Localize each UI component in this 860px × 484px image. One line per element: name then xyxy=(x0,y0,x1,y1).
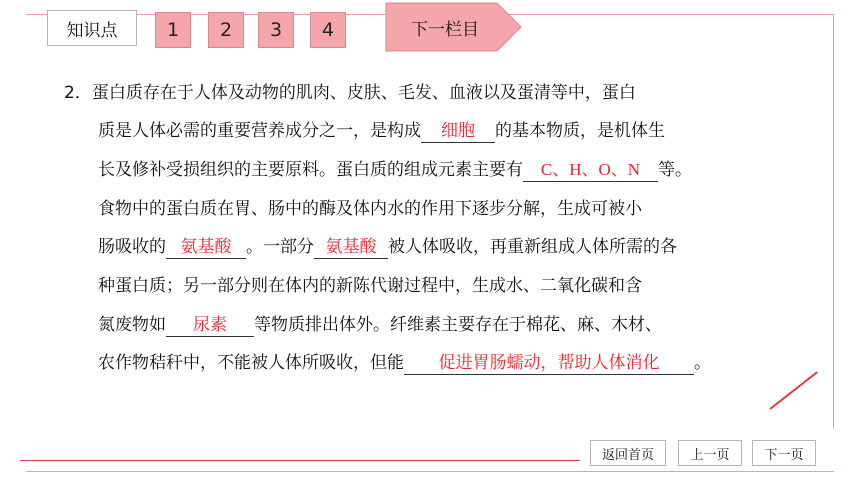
next-column-label: 下一栏目 xyxy=(411,19,479,40)
answer-blank: 细胞 xyxy=(421,120,495,143)
text-line xyxy=(98,271,642,296)
answer-blank: 氨基酸 xyxy=(166,236,246,259)
text-segment: 等。 xyxy=(658,160,692,180)
question-number: 2． xyxy=(64,83,92,103)
text-segment: 长及修补受损组织的主要原料。蛋白质的组成元素主要有 xyxy=(98,160,523,180)
text-segment: 质是人体必需的重要营养成分之一，是构成 xyxy=(98,121,421,141)
text-line xyxy=(98,155,692,182)
text-line xyxy=(64,78,636,103)
text-segment: 的基本物质，是机体生 xyxy=(495,121,665,141)
text-segment: 农作物秸秆中，不能被人体所吸收，但能 xyxy=(98,353,404,373)
next-page-button[interactable]: 下一页 xyxy=(752,440,816,466)
tab-3[interactable]: 3 xyxy=(258,12,294,48)
home-button[interactable]: 返回首页 xyxy=(590,440,666,466)
text-line xyxy=(98,310,662,337)
text-segment: 蛋白质存在于人体及动物的肌肉、皮肤、毛发、血液以及蛋清等中，蛋白 xyxy=(91,83,636,103)
tab-4[interactable]: 4 xyxy=(310,12,346,48)
tab-1[interactable]: 1 xyxy=(155,12,191,48)
text-segment: 种蛋白质；另一部分则在体内的新陈代谢过程中，生成水、二氧化碳和含 xyxy=(98,276,642,296)
answer-blank: 尿素 xyxy=(166,314,254,337)
text-segment: 。一部分 xyxy=(246,237,314,257)
bottom-divider-light xyxy=(26,471,834,472)
text-segment: 食物中的蛋白质在胃、肠中的酶及体内水的作用下逐步分解，生成可被小 xyxy=(98,199,642,219)
prev-page-button[interactable]: 上一页 xyxy=(678,440,742,466)
bottom-divider-dark xyxy=(20,460,580,461)
text-line xyxy=(98,194,642,219)
knowledge-point-button[interactable]: 知识点 xyxy=(47,10,137,46)
text-segment: 氮废物如 xyxy=(98,315,166,335)
text-line xyxy=(98,232,677,259)
tab-2[interactable]: 2 xyxy=(208,12,244,48)
text-line xyxy=(98,116,665,143)
text-segment: 。 xyxy=(694,353,711,373)
text-segment: 被人体吸收，再重新组成人体所需的各 xyxy=(388,237,677,257)
answer-blank: 氨基酸 xyxy=(314,236,388,259)
text-segment: 肠吸收的 xyxy=(98,237,166,257)
text-line xyxy=(98,348,711,375)
text-segment: 等物质排出体外。纤维素主要存在于棉花、麻、木材、 xyxy=(254,315,662,335)
answer-blank: C、H、O、N xyxy=(523,159,658,182)
answer-blank: 促进胃肠蠕动，帮助人体消化 xyxy=(404,352,694,375)
